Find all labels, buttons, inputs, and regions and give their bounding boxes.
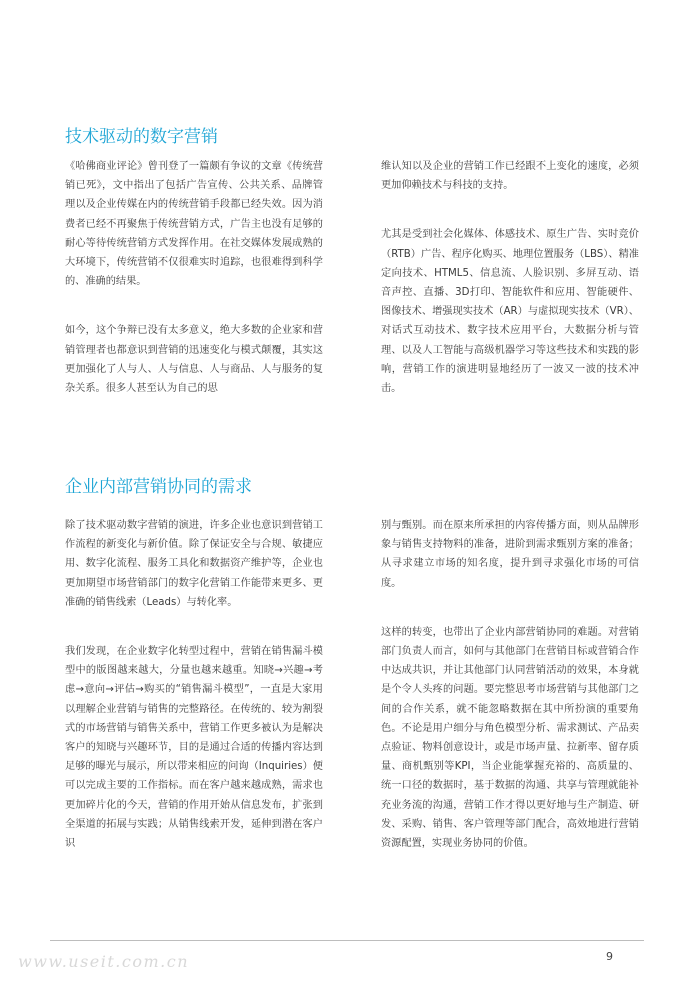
paragraph: 《哈佛商业评论》曾刊登了一篇颇有争议的文章《传统营销已死》，文中指出了包括广告宣传、公共关系、品牌管理以及企业传媒在内的传统营销手段都已经失效。因为消费者已经不再聚焦于传统营销方式，广告主也没有足够的耐心等待传统营销方式发挥作用。在社交媒体发展成熟的大环境下，传统营销不仅很难实时追踪，也很难得到科学的、准确的结果。 <box>65 161 323 288</box>
section2-right-column <box>381 516 639 853</box>
section-title-digital-marketing: 技术驱动的数字营销 <box>65 127 218 147</box>
section1-left-column <box>65 157 323 398</box>
paragraph: 如今，这个争辩已没有太多意义，绝大多数的企业家和营销管理者也都意识到营销的迅速变化与模式颠覆，其实这更加强化了人与人、人与信息、人与商品、人与服务的复杂关系。很多人甚至认为自己的思 <box>65 325 323 395</box>
paragraph: 维认知以及企业的营销工作已经跟不上变化的速度，必须更加仰赖技术与科技的支持。 <box>381 161 639 192</box>
section-title-internal-collaboration: 企业内部营销协同的需求 <box>65 477 252 497</box>
page-number: 9 <box>606 950 613 963</box>
paragraph: 这样的转变，也带出了企业内部营销协同的难题。对营销部门负责人而言，如何与其他部门在营销目标或营销合作中达成共识，并让其他部门认同营销活动的效果，本身就是个令人头疼的问题。要完整思考市场营销与其他部门之间的合作关系，就不能忽略数据在其中所扮演的重要角色。不论是用户细分与角色模型分析、需求测试、产品卖点验证、物料创意设计，或是市场声量、拉新率、留存质量、商机甄别等KPI，当企业能掌握充裕的、高质量的、统一口径的数据时，基于数据的沟通、共享与管理就能补充业务流的沟通，营销工作才得以更好地与生产制造、研发、采购、销售、客户管理等部门配合，高效地进行营销资源配置，实现业务协同的价值。 <box>381 626 639 850</box>
section2-left-column <box>65 516 323 853</box>
paragraph: 除了技术驱动数字营销的演进，许多企业也意识到营销工作流程的新变化与新价值。除了保证安全与合规、敏捷应用、数字化流程、服务工具化和数据资产维护等，企业也更加期望市场营销部门的数字化营销工作能带来更多、更准确的销售线索（Leads）与转化率。 <box>65 520 323 608</box>
watermark: www.useit.com.cn <box>18 952 190 971</box>
paragraph: 尤其是受到社会化媒体、体感技术、原生广告、实时竞价（RTB）广告、程序化购买、地理位置服务（LBS）、精准定向技术、HTML5、信息流、人脸识别、多屏互动、语音声控、直播、3D打印、智能软件和应用、智能硬件、图像技术、增强现实技术（AR）与虚拟现实技术（VR）、对话式互动技术、数字技术应用平台，大数据分析与管理、以及人工智能与高级机器学习等这些技术和实践的影响，营销工作的演进明显地经历了一波又一波的技术冲击。 <box>381 229 639 395</box>
section1-right-column <box>381 157 639 398</box>
paragraph: 我们发现，在企业数字化转型过程中，营销在销售漏斗模型中的版图越来越大，分量也越来越重。知晓→兴趣→考虑→意向→评估→购买的“销售漏斗模型”，一直是大家用以理解企业营销与销售的完整路径。在传统的、较为割裂式的市场营销与销售关系中，营销工作更多被认为是解决客户的知晓与兴趣环节，目的是通过合适的传播内容达到足够的曝光与展示，所以带来相应的问询（Inquiries）便可以完成主要的工作指标。而在客户越来越成熟，需求也更加碎片化的今天，营销的作用开始从信息发布，扩张到全渠道的拓展与实践；从销售线索开发，延伸到潜在客户识 <box>65 646 323 850</box>
paragraph: 别与甄别。而在原来所承担的内容传播方面，则从品牌形象与销售支持物料的准备，进阶到需求甄别方案的准备；从寻求建立市场的知名度，提升到寻求强化市场的可信度。 <box>381 520 639 589</box>
footer-divider <box>50 940 644 941</box>
